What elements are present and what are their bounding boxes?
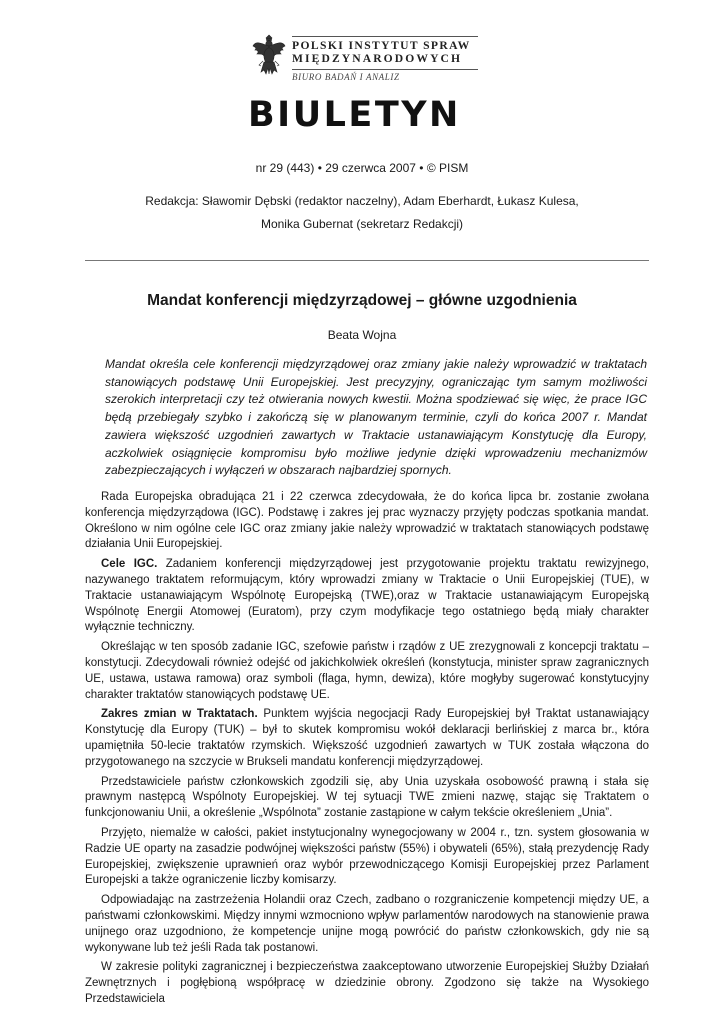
publication-title: BIULETYN xyxy=(248,95,461,135)
body-paragraph xyxy=(85,640,649,703)
body-paragraph xyxy=(85,775,649,822)
polish-eagle-emblem xyxy=(252,32,286,76)
body-paragraph xyxy=(85,557,649,636)
article-author: Beata Wojna xyxy=(327,328,397,342)
paragraph-text: W zakresie polityki zagranicznej i bezpieczeństwa zaakceptowano utworzenie Europejskiej Służby Działań Zewnętrznych i pogłębioną współpracę w dziedzinie obrony. Zgodzono się także na Wysokiego Przedstawiciela xyxy=(85,961,649,1005)
editors-line-1: Redakcja: Sławomir Dębski (redaktor naczelny), Adam Eberhardt, Łukasz Kulesa, xyxy=(145,194,579,208)
paragraph-text: Odpowiadając na zastrzeżenia Holandii oraz Czech, zadbano o rozgraniczenie kompetencji między UE, a państwami członkowskimi. Między innymi wzmocniono wpływ parlamentów narodowych na stanowienie prawa unijnego oraz uzgodniono, że kompetencje unijne mogą powrócić do państw członkowskich, gdy nie są wykonywane lub też jeśli Rada tak postanowi. xyxy=(85,894,649,954)
masthead xyxy=(252,32,492,86)
body-paragraph xyxy=(85,490,649,553)
paragraph-text: Przyjęto, niemalże w całości, pakiet instytucjonalny wynegocjowany w 2004 r., tzn. system głosowania w Radzie UE oparty na zasadzie podwójnej większości państw (55%) i obywateli (65%), stałą prezydencję Rady Europejskiej, zwiększenie uprawnień oraz wybór przewodniczącego Komisji Europejskiej przez Parlament Europejski a także ograniczenie liczby komisarzy. xyxy=(85,826,649,887)
institute-subtitle: BIURO BADAŃ I ANALIZ xyxy=(292,72,400,82)
paragraph-text: Rada Europejska obradująca 21 i 22 czerwca zdecydowała, że do końca lipca br. zostanie zwołana konferencja międzyrządowa (IGC). Podstawę i zakres jej prac wyznaczy przyjęty podczas spotkania mandat. Określono w nim ogólne cele IGC oraz zmiany jakie należy wprowadzić w traktatach stanowiących podstawę działania Unii Europejskiej. xyxy=(85,491,649,551)
body-paragraph xyxy=(85,826,649,889)
masthead-bottom-rule xyxy=(292,69,478,70)
paragraph-text: Przedstawiciele państw członkowskich zgodzili się, aby Unia uzyskała osobowość prawną i stała się prawnym następcą Wspólnoty Europejskiej. W tej sytuacji TWE zmieni nazwę, stając się Traktatem o funkcjonowaniu Unii, a określenie „Wspólnota” zostanie zastąpione w całym tekście określeniem „Unia”. xyxy=(85,775,649,820)
issue-line: nr 29 (443) • 29 czerwca 2007 • © PISM xyxy=(255,161,469,175)
article-abstract: Mandat określa cele konferencji międzyrządowej oraz zmiany jakie należy wprowadzić w traktatach stanowiących podstawę Unii Europejskiej. Jest precyzyjny, ograniczając tym samym możliwości szerokich interpretacji czy też otwierania nowych kwestii. Można spodziewać się więc, że prace IGC będą przebiegały szybko i zakończą się w planowanym terminie, czyli do końca 2007 r. Mandat zawiera większość uzgodnień zawartych w Traktacie ustanawiającym Konstytucję dla Europy, aczkolwiek osiągnięcie kompromisu było możliwe jedynie dzięki wprowadzeniu mechanizmów zabezpieczających i wyłączeń w obszarach najbardziej spornych. xyxy=(105,357,647,478)
article-title: Mandat konferencji międzyrządowej – główne uzgodnienia xyxy=(147,292,577,309)
body-paragraph xyxy=(85,960,649,1007)
paragraph-text: Określając w ten sposób zadanie IGC, szefowie państw i rządów z UE zrezygnowali z koncepcji traktatu – konstytucji. Zdecydowali również odejść od jakichkolwiek określeń (konstytucja, minister spraw zagranicznych UE, ustawa, ustawa ramowa) oraz symboli (flaga, hymn, dewiza), które mogłyby sugerować konstytucyjny charakter traktatów stanowiących podstawę UE. xyxy=(85,641,649,701)
paragraph-text: Zadaniem konferencji międzyrządowej jest przygotowanie projektu traktatu rewizyjnego, nazywanego traktatem reformującym, który wprowadzi zmiany w Traktacie o Unii Europejskiej (TUE), w Traktacie ustanawiającym Wspólnotę Europejską (TWE),oraz w Traktacie ustanawiającym Europejską Wspólnotę Energii Atomowej (Euratom), przy czym modyfikacje tego ostatniego będą miały charakter wyłącznie techniczny. xyxy=(85,558,649,634)
paragraph-lead: Cele IGC. xyxy=(101,558,158,571)
paragraph-lead: Zakres zmian w Traktatach. xyxy=(101,708,258,721)
editors-line-2: Monika Gubernat (sekretarz Redakcji) xyxy=(260,217,464,231)
institute-name xyxy=(292,39,482,65)
header-divider xyxy=(85,260,649,261)
body-paragraph xyxy=(85,707,649,770)
institute-name-line2: MIĘDZYNARODOWYCH xyxy=(292,52,463,65)
body-paragraph xyxy=(85,893,649,956)
institute-name-line1: POLSKI INSTYTUT SPRAW xyxy=(292,39,471,52)
article-body xyxy=(85,490,649,1012)
masthead-top-rule xyxy=(292,36,478,37)
paragraph-text: Punktem wyjścia negocjacji Rady Europejskiej był Traktat ustanawiający Konstytucję dla Europy (TUK) – był to skutek kompromisu wokół deklaracji berlińskiej z marca br., która upamiętniła 50-lecie traktatów rzymskich. Większość uzgodnień zawartych w TUK została włączona do przygotowanego na szczycie w Brukseli mandatu konferencji międzyrządowej. xyxy=(85,708,649,768)
